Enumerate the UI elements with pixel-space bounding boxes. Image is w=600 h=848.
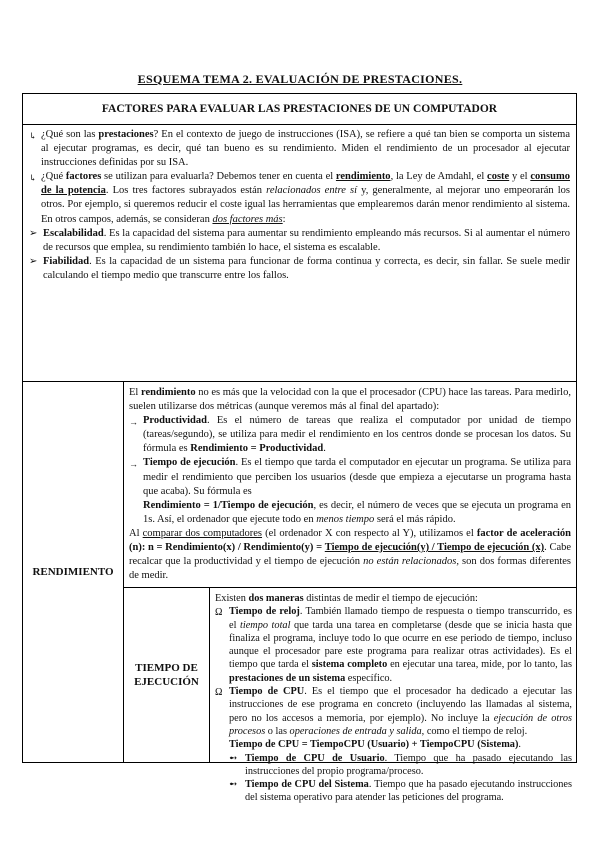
tiempo-ejecucion-label: TIEMPO DE EJECUCIÓN (124, 588, 210, 762)
question-factores: ↳ ¿Qué factores se utilizan para evaluarla? Debemos tener en cuenta el rendimiento, la Ley de Amdahl, el coste y el consumo de la potencia. Los tres factores subrayados están relacionados entre sí y, generalmente, al mejorar uno empeorarán los otros. Por ejemplo, si queremos reducir el coste igual las herramientas que emplearemos darán menor rendimiento al sistema. En otros campos, además, se consideran dos factores más: (29, 170, 570, 226)
arrow-icon: → (129, 459, 138, 470)
table-header: FACTORES PARA EVALUAR LAS PRESTACIONES DE UN COMPUTADOR (23, 94, 576, 125)
bullet-tiempo-reloj: Ω Tiempo de reloj. También llamado tiempo de respuesta o tiempo transcurrido, es el tiempo total que tarda una tarea en completarse (desde que se inicia hasta que finaliza el programa, incluye todo lo que ocurre en ese periodo de tiempo, incluso aunque el procesador pare este programa para realizar otras actividades). Es el tiempo que tarda el sistema completo en ejecutar una tarea, mide, por lo tanto, las prestaciones de un sistema específico. (215, 606, 572, 684)
hook-arrow-icon: ↳ (29, 131, 37, 141)
arrow-icon: → (129, 417, 138, 428)
bullet-tiempo-ejecucion: → Tiempo de ejecución. Es el tiempo que tarda el computador en ejecutar un programa. Se utiliza para medir el rendimiento que perciben los usuarios (desde que empieza a ejecutarse un programa hasta que acaba). Su fórmula es Rendimiento = 1/Tiempo de ejecución, es decir, el número de veces que se ejecuta un programa en 1s. Así, el ordenador que ejecute todo en menos tiempo será el más rápido. (129, 456, 571, 526)
factors-table (22, 93, 577, 804)
arrowhead-icon: ➢ (29, 255, 38, 267)
bullet-productividad: → Productividad. Es el número de tareas que realiza el computador por unidad de tiempo (tareas/segundo), se utiliza para medir el rendimiento en los centros donde se procesan los datos. Su fórmula es Rendimiento = Productividad. (129, 414, 571, 456)
bullet-cpu-usuario: ➻ Tiempo de CPU de Usuario. Tiempo que ha pasado ejecutando las instrucciones del propio programa/proceso. (229, 752, 572, 777)
omega-icon: Ω (215, 687, 223, 699)
comparison-paragraph: Al comparar dos computadores (el ordenador X con respecto al Y), utilizamos el factor de aceleración (n): n = Rendimiento(x) / Rendimiento(y) = Tiempo de ejecución(y) / Tiempo de ejecución (x). Cabe recalcar que la productividad y el tiempo de ejecución no están relacionados, son dos formas diferentes de medir. (129, 527, 572, 582)
feather-arrow-icon: ➻ (229, 752, 238, 764)
omega-icon: Ω (215, 607, 223, 619)
bullet-cpu-sistema: ➻ Tiempo de CPU del Sistema. Tiempo que ha pasado ejecutando instrucciones del sistema operativo para atender las peticiones del programa. (229, 779, 572, 804)
rendimiento-label: RENDIMIENTO (23, 382, 124, 762)
tiempo-ejecucion-description: Existen dos maneras distintas de medir el tiempo de ejecución: Ω Tiempo de reloj. También llamado tiempo de respuesta o tiempo transcurrido, es el tiempo total que tarda una tarea en completarse (desde que se inicia hasta que finaliza el programa, incluye todo lo que ocurre en ese periodo de tiempo, incluso aunque el procesador pare este programa para realizar otras actividades). Es el tiempo que tarda el sistema completo en ejecutar una tarea, mide, por lo tanto, las prestaciones de un sistema específico. Ω Tiempo de CPU. Es el tiempo que el procesador ha dedicado a ejecutar las instrucciones de ese programa en concreto (incluyendo las llamadas al sistema, pero no los accesos a memoria, por ejemplo). No incluye la ejecución de otros procesos o las operaciones de entrada y salida, como el tiempo de reloj. Tiempo de CPU = TiempoCPU (Usuario) + TiempoCPU (Sistema). ➻ Tiempo de CPU de Usuario. Tiempo que ha pasado ejecutando las instrucciones del propio programa/proceso. ➻ Tiempo de CPU del Sistema. Tiempo que ha pasado ejecutando instrucciones del sistema operativo para atender las peticiones del programa. (215, 593, 572, 804)
bullet-fiabilidad: ➢ Fiabilidad. Es la capacidad de un sistema para funcionar de forma continua y correcta, es decir, sin fallar. Se suele medir calculando el tiempo medio que transcurre entre los fallos. (29, 255, 570, 283)
arrowhead-icon: ➢ (29, 227, 38, 239)
document-title: ESQUEMA TEMA 2. EVALUACIÓN DE PRESTACIONES. (137, 72, 463, 86)
question-prestaciones: ↳ ¿Qué son las prestaciones? En el contexto de juego de instrucciones (ISA), se refiere a qué tan bien se comporta un sistema al ejecutar programas, es decir, qué tan bueno es su rendimiento. Miden el rendimiento de un procesador al ejecutar instrucciones definidas por su ISA. (29, 128, 570, 170)
intro-section (23, 124, 576, 382)
bullet-tiempo-cpu: Ω Tiempo de CPU. Es el tiempo que el procesador ha dedicado a ejecutar las instrucciones de ese programa en concreto (incluyendo las llamadas al sistema, pero no los accesos a memoria, por ejemplo). No incluye la ejecución de otros procesos o las operaciones de entrada y salida, como el tiempo de reloj. Tiempo de CPU = TiempoCPU (Usuario) + TiempoCPU (Sistema). (215, 686, 572, 751)
feather-arrow-icon: ➻ (229, 779, 238, 791)
bullet-escalabilidad: ➢ Escalabilidad. Es la capacidad del sistema para aumentar su rendimiento empleando más recursos. Si al aumentar el número de recursos que emplea, su rendimiento también lo hace, el sistema es escalable. (29, 227, 570, 255)
rendimiento-description: El rendimiento no es más que la velocidad con la que el procesador (CPU) hace las tareas. Para medirlo, suelen utilizarse dos métricas (aunque veremos más al final del apartado): → Productividad. Es el número de tareas que realiza el computador por unidad de tiempo (tareas/segundo), se utiliza para medir el rendimiento en los centros donde se procesan los datos. Su fórmula es Rendimiento = Productividad. → Tiempo de ejecución. Es el tiempo que tarda el computador en ejecutar un programa. Se utiliza para medir el rendimiento que perciben los usuarios (desde que empieza a ejecutarse un programa hasta que acaba). Su fórmula es Rendimiento = 1/Tiempo de ejecución, es decir, el número de veces que se ejecuta un programa en 1s. Así, el ordenador que ejecute todo en menos tiempo será el más rápido. Al comparar dos computadores (el ordenador X con respecto al Y), utilizamos el factor de aceleración (n): n = Rendimiento(x) / Rendimiento(y) = Tiempo de ejecución(y) / Tiempo de ejecución (x). Cabe recalcar que la productividad y el tiempo de ejecución no están relacionados, son dos formas diferentes de medir. (124, 382, 576, 588)
hook-arrow-icon: ↳ (29, 173, 37, 184)
